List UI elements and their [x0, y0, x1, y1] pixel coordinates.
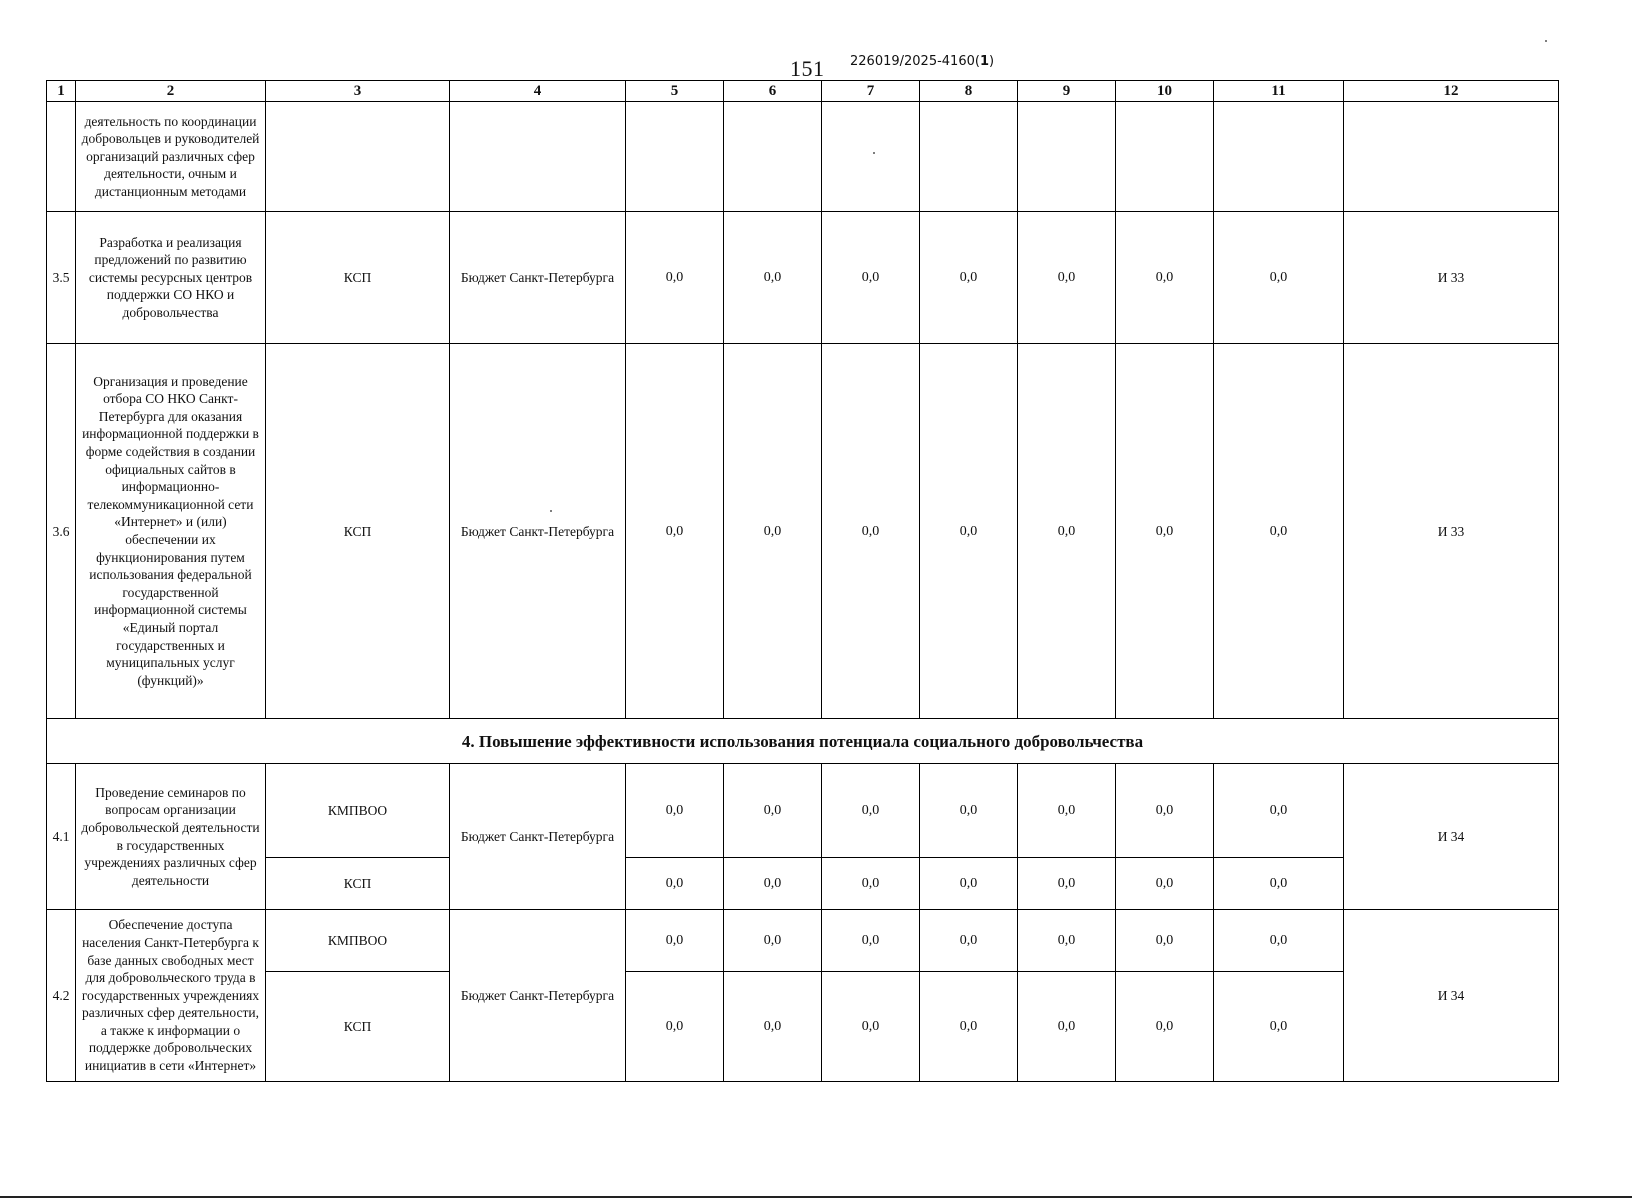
executor: КСП: [266, 858, 450, 910]
table-row-continuation: [47, 102, 1559, 212]
value-cell: 0,0: [1018, 344, 1116, 719]
value-cell: 0,0: [920, 972, 1018, 1082]
value-cell: 0,0: [724, 858, 822, 910]
document-id: 226019/2025-4160(1): [850, 54, 995, 69]
value-cell: 0,0: [1116, 764, 1214, 858]
column-header: 11: [1214, 81, 1344, 102]
value-cell: 0,0: [1018, 212, 1116, 344]
value-cell: 0,0: [1214, 344, 1344, 719]
row-number: 4.1: [47, 764, 76, 910]
value-cell: 0,0: [626, 212, 724, 344]
value-cell: 0,0: [1116, 212, 1214, 344]
column-header: 7: [822, 81, 920, 102]
value-cell: 0,0: [1018, 910, 1116, 972]
value-cell: 0,0: [724, 764, 822, 858]
table-row-4-1: [47, 764, 1559, 858]
executor: КСП: [266, 344, 450, 719]
scan-speck: [550, 510, 552, 512]
value-cell: 0,0: [626, 910, 724, 972]
value-cell: 0,0: [1018, 858, 1116, 910]
page-number: 151: [790, 56, 825, 81]
program-table: [46, 80, 1559, 1082]
value-cell: 0,0: [920, 764, 1018, 858]
value-cell: 0,0: [724, 910, 822, 972]
value-cell: 0,0: [822, 344, 920, 719]
funding-source: Бюджет Санкт-Петербурга: [450, 764, 626, 910]
value-cell: 0,0: [626, 344, 724, 719]
value-cell: 0,0: [920, 344, 1018, 719]
value-cell: 0,0: [822, 910, 920, 972]
value-cell: 0,0: [822, 212, 920, 344]
value-cell: 0,0: [724, 344, 822, 719]
indicator: И 33: [1344, 212, 1559, 344]
column-header: 8: [920, 81, 1018, 102]
column-header: 3: [266, 81, 450, 102]
funding-source: Бюджет Санкт-Петербурга: [450, 910, 626, 1082]
executor: КСП: [266, 972, 450, 1082]
value-cell: 0,0: [1214, 764, 1344, 858]
value-cell: 0,0: [724, 972, 822, 1082]
value-cell: 0,0: [1214, 212, 1344, 344]
value-cell: 0,0: [626, 764, 724, 858]
value-cell: 0,0: [626, 972, 724, 1082]
scan-edge-line: [0, 1196, 1632, 1198]
section-heading-row: [47, 719, 1559, 764]
indicator: И 34: [1344, 764, 1559, 910]
executor: КМПВОО: [266, 910, 450, 972]
value-cell: 0,0: [920, 212, 1018, 344]
row-number: 3.5: [47, 212, 76, 344]
executor: КМПВОО: [266, 764, 450, 858]
row-number: 4.2: [47, 910, 76, 1082]
value-cell: 0,0: [626, 858, 724, 910]
column-header: 6: [724, 81, 822, 102]
column-header: 12: [1344, 81, 1559, 102]
indicator: И 33: [1344, 344, 1559, 719]
value-cell: 0,0: [920, 910, 1018, 972]
executor: КСП: [266, 212, 450, 344]
value-cell: 0,0: [1018, 764, 1116, 858]
column-header: 2: [76, 81, 266, 102]
value-cell: 0,0: [1214, 972, 1344, 1082]
table-row-3-5: [47, 212, 1559, 344]
column-header: 1: [47, 81, 76, 102]
indicator: И 34: [1344, 910, 1559, 1082]
activity-description: Проведение семинаров по вопросам организации добровольческой деятельности в государственных учреждениях различных сфер деятельности: [76, 764, 266, 910]
value-cell: 0,0: [822, 764, 920, 858]
table-row-4-2-sub: [47, 972, 1559, 1082]
table-row-3-6: [47, 344, 1559, 719]
column-header: 5: [626, 81, 724, 102]
column-header: 4: [450, 81, 626, 102]
value-cell: 0,0: [1116, 858, 1214, 910]
column-header: 9: [1018, 81, 1116, 102]
value-cell: 0,0: [1116, 972, 1214, 1082]
row-number: 3.6: [47, 344, 76, 719]
value-cell: 0,0: [920, 858, 1018, 910]
value-cell: 0,0: [724, 212, 822, 344]
value-cell: 0,0: [1116, 344, 1214, 719]
scan-speck: [1545, 40, 1547, 42]
value-cell: 0,0: [1018, 972, 1116, 1082]
value-cell: 0,0: [822, 858, 920, 910]
value-cell: 0,0: [1214, 858, 1344, 910]
activity-description: Разработка и реализация предложений по развитию системы ресурсных центров поддержки СО НКО и добровольчества: [76, 212, 266, 344]
scan-speck: [873, 152, 875, 154]
activity-description: Обеспечение доступа населения Санкт-Петербурга к базе данных свободных мест для добровольческого труда в государственных учреждениях различных сфер деятельности, а также к информации о поддержке добровольческих инициатив в сети «Интернет»: [76, 910, 266, 1082]
activity-description: Организация и проведение отбора СО НКО Санкт-Петербурга для оказания информационной поддержки в форме содействия в создании официальных сайтов в информационно-телекоммуникационной сети «Интернет» и (или) обеспечении их функционирования путем использования федеральной государственной информационной системы «Единый портал государственных и муниципальных услуг (функций)»: [76, 344, 266, 719]
column-number-row: [47, 81, 1559, 102]
section-title: 4. Повышение эффективности использования потенциала социального добровольчества: [47, 719, 1559, 764]
funding-source: Бюджет Санкт-Петербурга: [450, 344, 626, 719]
table-row-4-1-sub: [47, 858, 1559, 910]
activity-description: деятельность по координации добровольцев и руководителей организаций различных сфер деятельности, очным и дистанционным методами: [76, 102, 266, 212]
value-cell: 0,0: [1116, 910, 1214, 972]
table-row-4-2: [47, 910, 1559, 972]
funding-source: Бюджет Санкт-Петербурга: [450, 212, 626, 344]
column-header: 10: [1116, 81, 1214, 102]
value-cell: 0,0: [822, 972, 920, 1082]
value-cell: 0,0: [1214, 910, 1344, 972]
